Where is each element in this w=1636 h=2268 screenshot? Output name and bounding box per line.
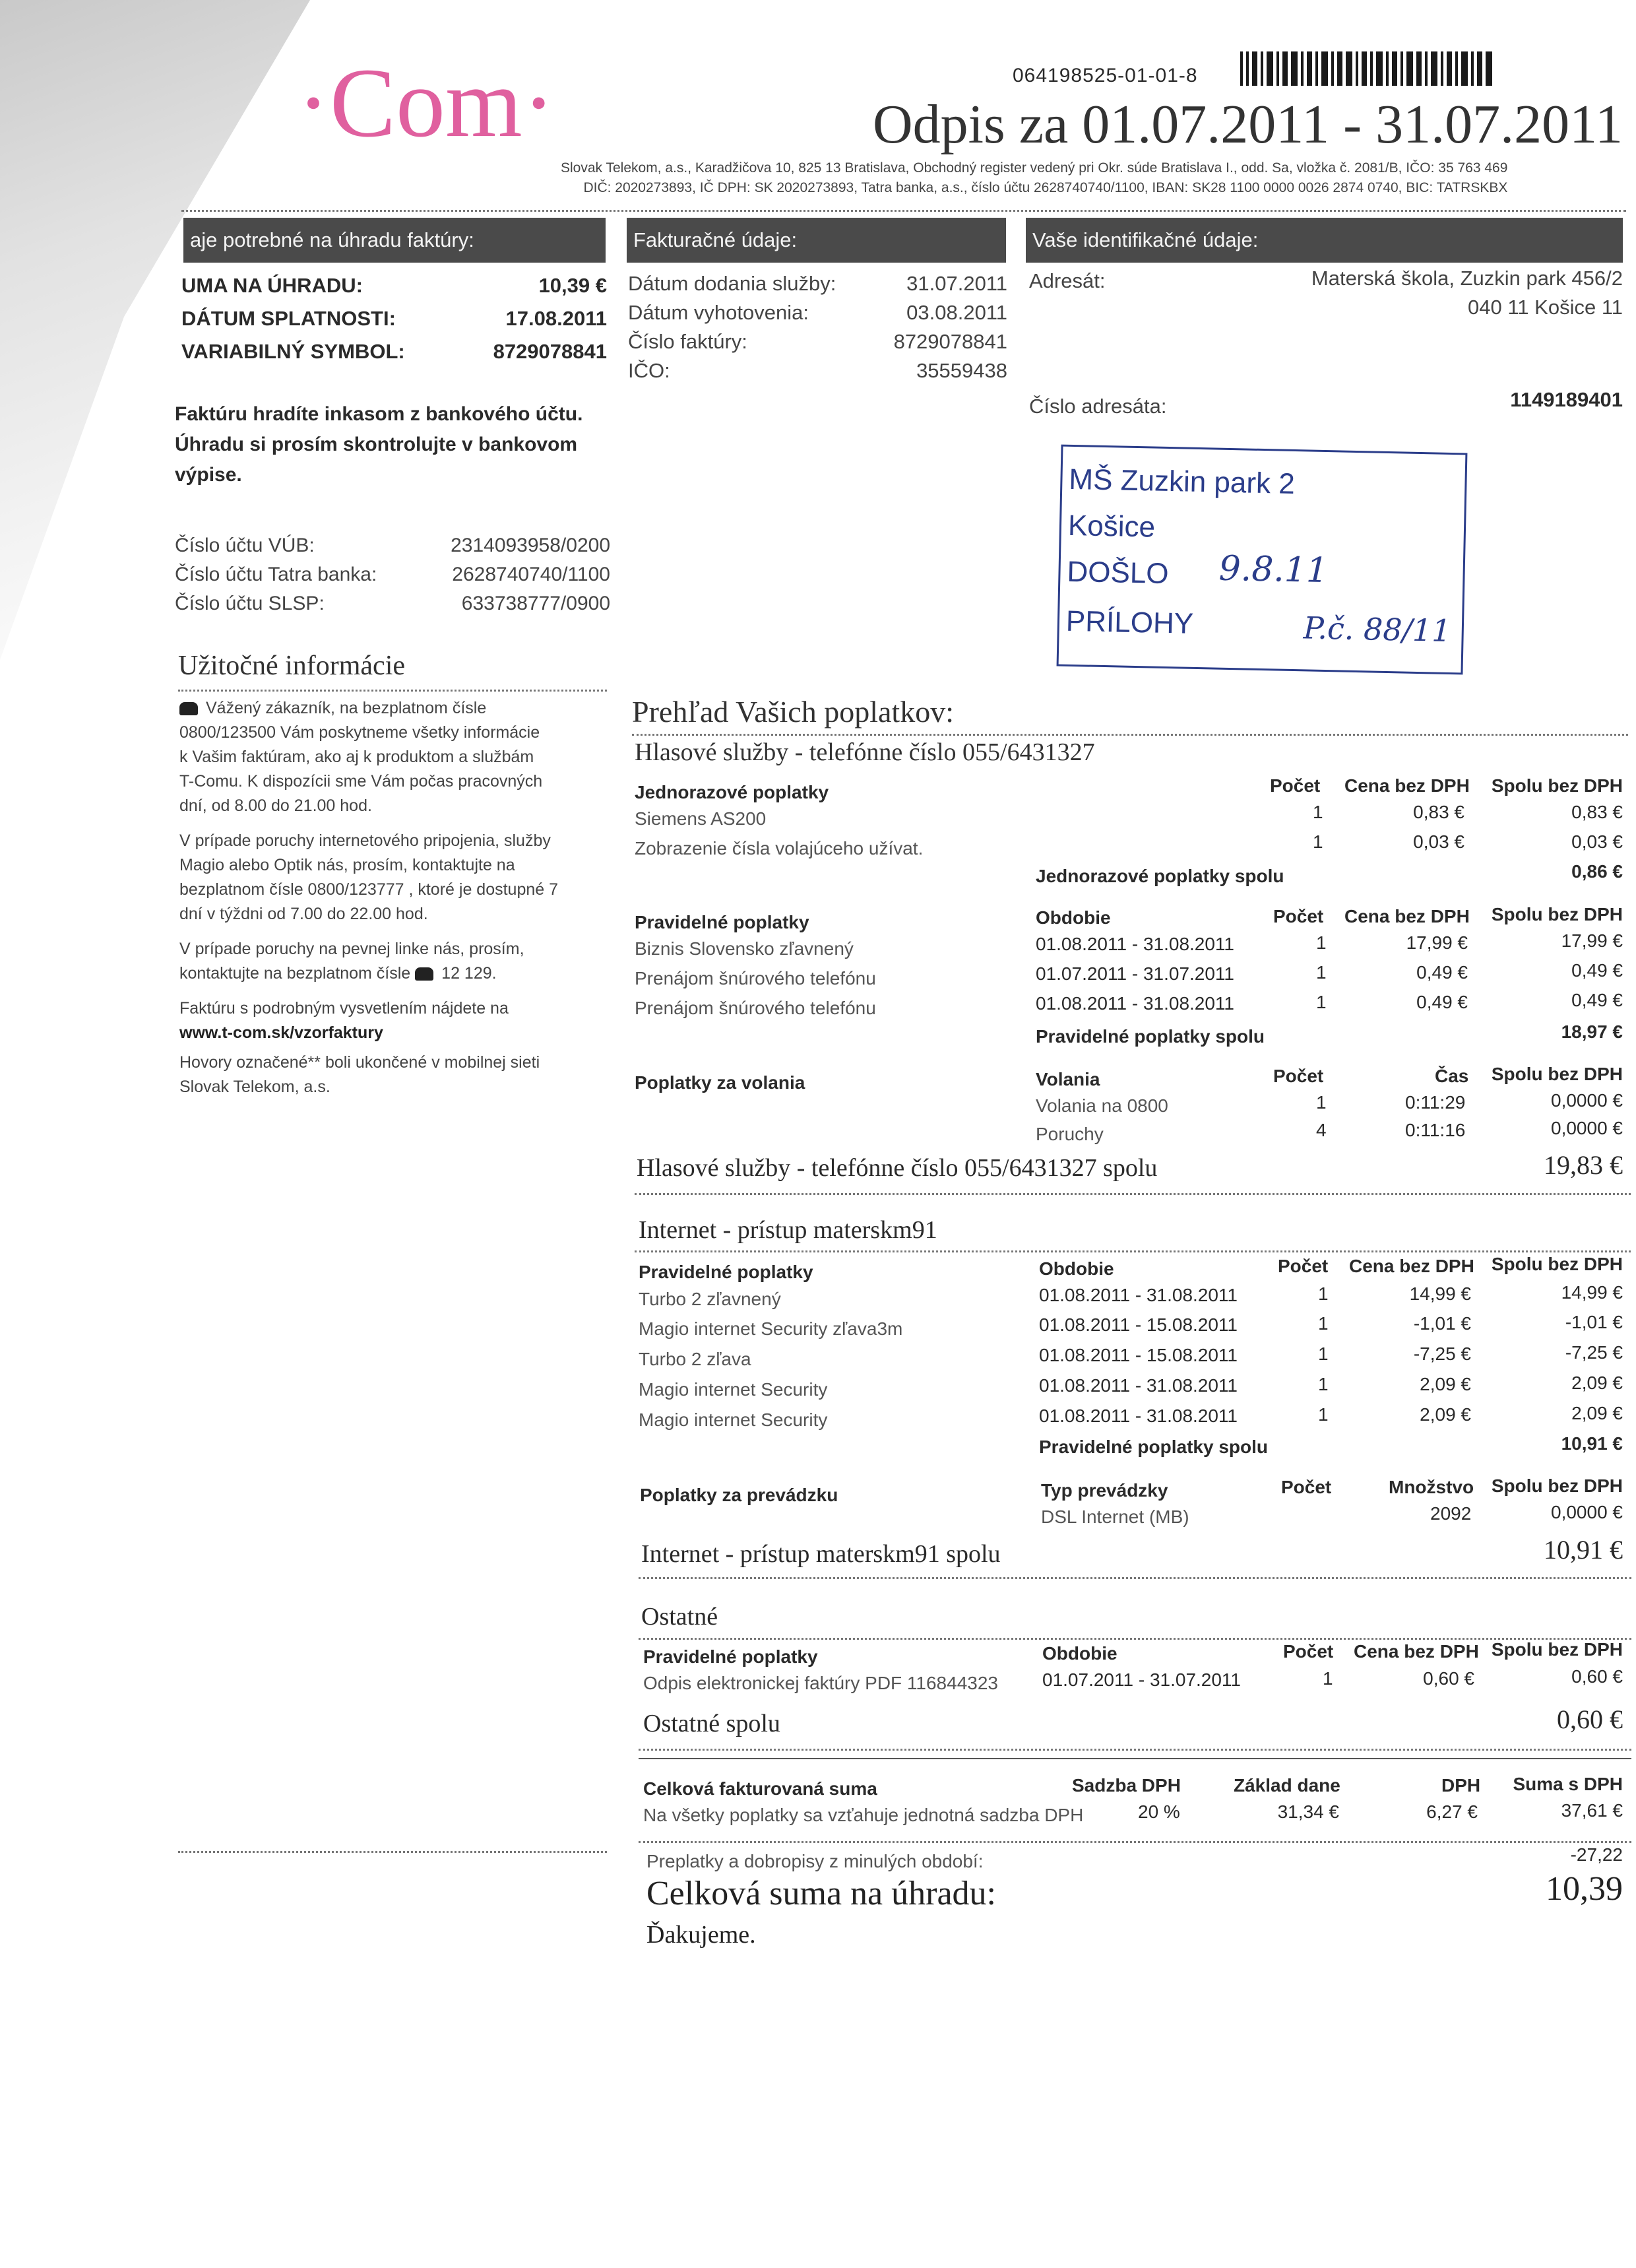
item-count: 1: [1316, 932, 1327, 953]
voice-title: Hlasové služby - telefónne číslo 055/6431327: [635, 738, 1095, 766]
col-count: Počet: [1283, 1641, 1334, 1662]
col-calls: Volania: [1036, 1069, 1100, 1089]
useful-divider: [178, 690, 607, 692]
item-price: 0,03 €: [1413, 831, 1464, 852]
item-name: Prenájom šnúrového telefónu: [635, 968, 876, 988]
account-vub: Číslo účtu VÚB: 2314093958/0200: [175, 535, 610, 556]
internet-regular-sum-value: 10,91 €: [1561, 1433, 1623, 1454]
item-price: 0,83 €: [1413, 802, 1464, 822]
summary-head: Celková fakturovaná suma: [643, 1778, 877, 1799]
header-divider: [181, 210, 1626, 212]
stamp-line-2: Košice: [1067, 509, 1156, 544]
call-time: 0:11:16: [1405, 1120, 1466, 1140]
payment-note: Faktúru hradíte inkasom z bankového účtu. Úhradu si prosím skontrolujte v bankovom výpise.: [175, 403, 583, 486]
addressee-number-label: Číslo adresáta:: [1029, 395, 1167, 418]
item-total: 14,99 €: [1561, 1282, 1623, 1303]
item-total: 0,83 €: [1571, 802, 1623, 822]
internet-total-value: 10,91 €: [1544, 1535, 1623, 1565]
received-stamp: [1057, 445, 1468, 675]
invoice-row-delivery: Dátum dodania služby: 31.07.2011: [628, 272, 1007, 295]
col-total: Spolu bez DPH: [1491, 1639, 1623, 1660]
barcode: [1240, 51, 1590, 86]
col-count: Počet: [1278, 1256, 1329, 1276]
left-bottom-divider: [178, 1851, 607, 1853]
call-total: 0,0000 €: [1551, 1118, 1623, 1138]
identity-header: Vaše identifikačné údaje:: [1026, 218, 1623, 263]
useful-p5: Hovory označené** boli ukončené v mobilnej sieti Slovak Telekom, a.s.: [179, 1053, 540, 1096]
payment-header: aje potrebné na úhradu faktúry:: [183, 218, 606, 263]
col-price: Cena bez DPH: [1344, 906, 1470, 926]
item-price: 14,99 €: [1409, 1283, 1471, 1304]
other-total-value: 0,60 €: [1557, 1704, 1623, 1734]
traffic-name: DSL Internet (MB): [1041, 1507, 1189, 1527]
payment-row-vs: VARIABILNÝ SYMBOL: 8729078841: [181, 340, 607, 363]
company-info: [561, 158, 1507, 198]
grand-total-value: 10,39: [1546, 1870, 1623, 1908]
col-traffic-type: Typ prevádzky: [1041, 1480, 1168, 1501]
other-bottom-divider: [639, 1749, 1631, 1751]
item-name: Siemens AS200: [635, 808, 767, 829]
vzorfaktury-link[interactable]: www.t-com.sk/vzorfaktury: [179, 1023, 383, 1042]
stamp-line-4: PRÍLOHY: [1065, 604, 1194, 640]
prepayment-label: Preplatky a dobropisy z minulých období:: [646, 1851, 984, 1871]
item-name: Turbo 2 zľava: [639, 1349, 751, 1369]
page-title: Odpis za 01.07.2011 - 31.07.2011: [873, 94, 1623, 155]
item-period: 01.08.2011 - 31.08.2011: [1039, 1285, 1238, 1305]
item-name: Zobrazenie čísla volajúceho užívat.: [635, 838, 924, 859]
internet-traffic-head: Poplatky za prevádzku: [640, 1485, 838, 1505]
col-vat: DPH: [1441, 1775, 1481, 1796]
col-count: Počet: [1273, 906, 1324, 926]
summary-vat-rate: 20 %: [1138, 1801, 1180, 1822]
summary-total-with-vat: 37,61 €: [1561, 1800, 1623, 1821]
item-total: 0,49 €: [1571, 990, 1623, 1010]
call-name: Volania na 0800: [1036, 1095, 1168, 1116]
item-price: 17,99 €: [1406, 932, 1468, 953]
other-head: Pravidelné poplatky: [643, 1646, 818, 1667]
item-period: 01.08.2011 - 31.08.2011: [1039, 1406, 1238, 1426]
call-count: 1: [1316, 1092, 1327, 1113]
invoice-row-issued: Dátum vyhotovenia: 03.08.2011: [628, 301, 1007, 324]
company-line-2: DIČ: 2020273893, IČ DPH: SK 2020273893, Tatra banka, a.s., číslo účtu 2628740740/1100, IBAN: SK28 1100 0000 0026 2874 0740, BIC: TATRSKBX: [583, 180, 1508, 195]
voice-onetime-sum-label: Jednorazové poplatky spolu: [1036, 866, 1284, 886]
voice-onetime-head: Jednorazové poplatky: [635, 782, 829, 802]
item-count: 1: [1316, 992, 1327, 1012]
stamp-line-1: MŠ Zuzkin park 2: [1068, 463, 1296, 501]
col-total: Spolu bez DPH: [1491, 1475, 1623, 1496]
voice-regular-sum-label: Pravidelné poplatky spolu: [1036, 1026, 1265, 1047]
voice-divider: [635, 1193, 1631, 1195]
item-count: 1: [1318, 1313, 1329, 1334]
other-total-label: Ostatné spolu: [643, 1710, 780, 1737]
col-time: Čas: [1435, 1066, 1469, 1086]
voice-calls-head: Poplatky za volania: [635, 1072, 805, 1093]
traffic-amount: 2092: [1430, 1503, 1472, 1524]
voice-total-label: Hlasové služby - telefónne číslo 055/6431327 spolu: [637, 1154, 1158, 1182]
item-count: 1: [1318, 1344, 1329, 1364]
item-period: 01.08.2011 - 15.08.2011: [1039, 1345, 1238, 1365]
useful-info-title: Užitočné informácie: [178, 651, 405, 681]
item-total: 0,03 €: [1571, 831, 1623, 852]
item-total: 0,49 €: [1571, 960, 1623, 981]
item-period: 01.08.2011 - 31.08.2011: [1036, 934, 1234, 954]
col-vat-rate: Sadzba DPH: [1072, 1775, 1181, 1796]
col-price: Cena bez DPH: [1349, 1256, 1474, 1276]
summary-note: Na všetky poplatky sa vzťahuje jednotná sadzba DPH: [643, 1805, 1084, 1825]
item-price: 2,09 €: [1420, 1374, 1471, 1394]
col-count: Počet: [1281, 1477, 1332, 1497]
other-item-total: 0,60 €: [1571, 1666, 1623, 1687]
summary-top-line: [639, 1758, 1631, 1759]
account-tatra: Číslo účtu Tatra banka: 2628740740/1100: [175, 564, 610, 585]
item-period: 01.07.2011 - 31.07.2011: [1036, 963, 1234, 984]
prepayment-value: -27,22: [1570, 1844, 1623, 1865]
item-price: 2,09 €: [1420, 1404, 1471, 1425]
item-count: 1: [1316, 962, 1327, 983]
invoice-data: [628, 269, 1007, 385]
item-price: -7,25 €: [1413, 1344, 1471, 1364]
col-amount: Množstvo: [1389, 1477, 1474, 1497]
item-count: 1: [1318, 1404, 1329, 1425]
col-price: Cena bez DPH: [1354, 1641, 1479, 1662]
item-count: 1: [1318, 1374, 1329, 1394]
overview-title: Prehľad Vašich poplatkov:: [632, 695, 954, 729]
useful-p1: Vážený zákazník, na bezplatnom čísle 0800/123500 Vám poskytneme všetky informácie k Vašim faktúram, ako aj k produktom a službám T-Comu. K dispozícii sme Vám počas pracovných dní, od 8.00 do 21.00 hod.: [179, 699, 543, 815]
item-total: -1,01 €: [1565, 1312, 1623, 1332]
call-total: 0,0000 €: [1551, 1090, 1623, 1111]
col-count: Počet: [1273, 1066, 1324, 1086]
voice-onetime-sum-value: 0,86 €: [1571, 861, 1623, 882]
item-name: Magio internet Security: [639, 1409, 828, 1430]
voice-regular-sum-value: 18,97 €: [1561, 1021, 1623, 1042]
addressee-label: Adresát:: [1029, 269, 1106, 292]
payment-block: [181, 274, 607, 373]
col-period: Obdobie: [1039, 1258, 1114, 1279]
phone-icon: [415, 967, 433, 981]
internet-regular-head: Pravidelné poplatky: [639, 1262, 813, 1282]
payment-row-amount: UMA NA ÚHRADU: 10,39 €: [181, 274, 607, 297]
item-total: 17,99 €: [1561, 930, 1623, 951]
call-name: Poruchy: [1036, 1124, 1104, 1144]
other-item-count: 1: [1323, 1668, 1333, 1689]
col-total: Spolu bez DPH: [1491, 775, 1623, 796]
addressee-address: Materská škola, Zuzkin park 456/2 040 11 Košice 11: [1311, 267, 1623, 319]
addressee-number: 1149189401: [1510, 388, 1623, 411]
internet-title: Internet - prístup materskm91: [639, 1216, 937, 1244]
grand-total-label: Celková suma na úhradu:: [646, 1875, 996, 1912]
other-title: Ostatné: [641, 1603, 718, 1631]
other-item-period: 01.07.2011 - 31.07.2011: [1042, 1669, 1241, 1690]
internet-regular-sum-label: Pravidelné poplatky spolu: [1039, 1437, 1268, 1457]
col-total-with-vat: Suma s DPH: [1513, 1774, 1623, 1794]
phone-icon: [179, 702, 198, 715]
item-total: 2,09 €: [1571, 1403, 1623, 1423]
col-total: Spolu bez DPH: [1491, 1064, 1623, 1084]
account-slsp: Číslo účtu SLSP: 633738777/0900: [175, 593, 610, 614]
thanks-text: Ďakujeme.: [646, 1921, 756, 1949]
document-number: 064198525-01-01-8: [1013, 65, 1198, 86]
payment-row-due: DÁTUM SPLATNOSTI: 17.08.2011: [181, 307, 607, 330]
item-name: Biznis Slovensko zľavnený: [635, 938, 854, 959]
invoice-header: Fakturačné údaje:: [627, 218, 1006, 263]
traffic-total: 0,0000 €: [1551, 1502, 1623, 1522]
invoice-row-ico: IČO: 35559438: [628, 359, 1007, 382]
other-divider: [639, 1638, 1631, 1640]
internet-divider: [635, 1250, 1631, 1252]
call-time: 0:11:29: [1405, 1092, 1466, 1113]
col-count: Počet: [1270, 775, 1321, 796]
summary-divider: [639, 1841, 1631, 1843]
col-total: Spolu bez DPH: [1491, 1254, 1623, 1274]
item-name: Turbo 2 zľavnený: [639, 1289, 781, 1309]
item-count: 1: [1313, 802, 1323, 822]
useful-p4: Faktúru s podrobným vysvetlením nájdete na www.t-com.sk/vzorfaktury: [179, 996, 602, 1045]
call-count: 4: [1316, 1120, 1327, 1140]
useful-p3: V prípade poruchy na pevnej linke nás, prosím, kontaktujte na bezplatnom čísle 12 129.: [179, 940, 524, 983]
internet-total-label: Internet - prístup materskm91 spolu: [641, 1540, 1001, 1568]
item-period: 01.08.2011 - 15.08.2011: [1039, 1314, 1238, 1335]
useful-p2: V prípade poruchy internetového pripojenia, služby Magio alebo Optik nás, prosím, kontaktujte na bezplatnom čísle 0800/123777 , ktoré je dostupné 7 dní v týždni od 7.00 do 22.00 hod.: [179, 831, 559, 923]
bank-accounts: [175, 531, 610, 618]
item-period: 01.08.2011 - 31.08.2011: [1036, 993, 1234, 1014]
col-total: Spolu bez DPH: [1491, 904, 1623, 924]
stamp-handwritten-number: P.č. 88/11: [1303, 610, 1452, 649]
other-item-name: Odpis elektronickej faktúry PDF 116844323: [643, 1673, 998, 1693]
voice-total-value: 19,83 €: [1544, 1150, 1623, 1180]
col-price: Cena bez DPH: [1344, 775, 1470, 796]
summary-tax-base: 31,34 €: [1277, 1801, 1339, 1822]
item-price: 0,49 €: [1416, 992, 1468, 1012]
internet-bottom-divider: [639, 1577, 1631, 1579]
col-tax-base: Základ dane: [1234, 1775, 1340, 1796]
tcom-logo: ·Com·: [297, 48, 555, 158]
item-name: Magio internet Security zľava3m: [639, 1318, 903, 1339]
item-count: 1: [1313, 831, 1323, 852]
item-price: 0,49 €: [1416, 962, 1468, 983]
other-item-price: 0,60 €: [1423, 1668, 1474, 1689]
invoice-row-number: Číslo faktúry: 8729078841: [628, 330, 1007, 353]
item-count: 1: [1318, 1283, 1329, 1304]
item-period: 01.08.2011 - 31.08.2011: [1039, 1375, 1238, 1396]
stamp-line-3: DOŠLO: [1067, 555, 1170, 591]
useful-info-text: [179, 696, 602, 1099]
company-line-1: Slovak Telekom, a.s., Karadžičova 10, 825 13 Bratislava, Obchodný register vedený pri Okr. súde Bratislava I., odd. Sa, vložka č. 2081/B, IČO: 35 763 469: [561, 160, 1508, 176]
item-name: Magio internet Security: [639, 1379, 828, 1400]
item-name: Prenájom šnúrového telefónu: [635, 998, 876, 1018]
summary-vat: 6,27 €: [1426, 1801, 1478, 1822]
item-total: -7,25 €: [1565, 1342, 1623, 1363]
col-period: Obdobie: [1036, 907, 1111, 928]
stamp-handwritten-date: 9.8.11: [1218, 548, 1329, 591]
voice-regular-head: Pravidelné poplatky: [635, 912, 809, 932]
item-price: -1,01 €: [1413, 1313, 1471, 1334]
overview-divider: [632, 734, 1628, 736]
item-total: 2,09 €: [1571, 1373, 1623, 1393]
col-period: Obdobie: [1042, 1643, 1117, 1664]
